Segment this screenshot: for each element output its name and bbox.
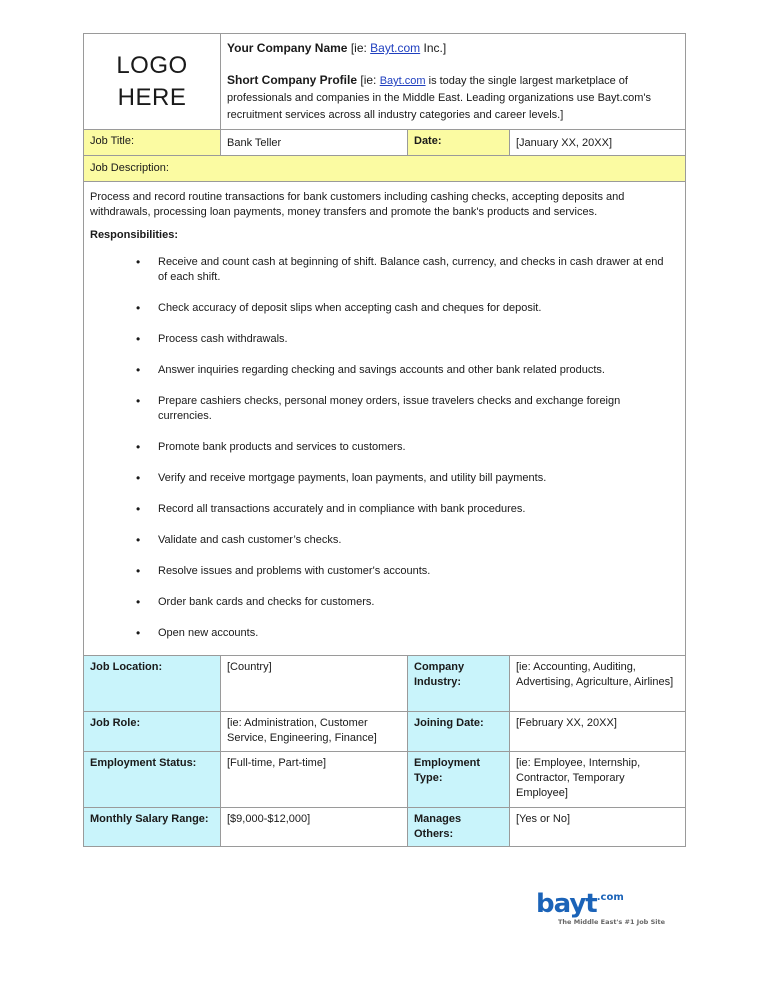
job-title-row bbox=[84, 130, 686, 156]
profile-prefix: [ie: bbox=[360, 73, 380, 87]
job-description-text: Process and record routine transactions for bank customers including cashing checks, accepting deposits and withdrawals, processing loan payments, money transfers and promote the bank's products and services. bbox=[90, 191, 625, 218]
profile-link[interactable]: Bayt.com bbox=[379, 75, 426, 87]
responsibility-text: Open new accounts. bbox=[158, 627, 259, 639]
responsibility-item bbox=[136, 301, 679, 316]
job-role-value-cell bbox=[221, 712, 408, 752]
employment-type-label: Employment Type: bbox=[414, 757, 481, 784]
bayt-logo-tagline: The Middle East's #1 Job Site bbox=[558, 918, 666, 926]
employment-type-label-cell bbox=[408, 752, 510, 808]
salary-range-label-cell bbox=[84, 808, 221, 847]
responsibility-item bbox=[136, 471, 679, 486]
job-role-label: Job Role: bbox=[90, 717, 141, 729]
company-name-link[interactable]: Bayt.com bbox=[370, 41, 421, 55]
responsibility-item bbox=[136, 595, 679, 610]
details-row-1 bbox=[84, 656, 686, 712]
job-description-body-row bbox=[84, 182, 686, 656]
bullet-icon: • bbox=[136, 332, 141, 346]
bullet-icon: • bbox=[136, 471, 141, 485]
company-name-prefix: [ie: bbox=[350, 41, 371, 55]
job-title-value-cell bbox=[221, 130, 408, 156]
employment-status-label-cell bbox=[84, 752, 221, 808]
responsibility-item bbox=[136, 626, 679, 641]
company-industry-value-cell bbox=[510, 656, 686, 712]
responsibility-text: Answer inquiries regarding checking and savings accounts and other bank related products. bbox=[158, 364, 605, 376]
company-industry-label-cell bbox=[408, 656, 510, 712]
company-name-line bbox=[227, 40, 679, 56]
responsibility-item bbox=[136, 502, 679, 517]
responsibility-text: Record all transactions accurately and in compliance with bank procedures. bbox=[158, 503, 526, 515]
employment-type-value-cell bbox=[510, 752, 686, 808]
manages-others-label-cell bbox=[408, 808, 510, 847]
responsibility-text: Check accuracy of deposit slips when accepting cash and cheques for deposit. bbox=[158, 302, 542, 314]
responsibility-text: Validate and cash customer’s checks. bbox=[158, 534, 342, 546]
responsibility-text: Receive and count cash at beginning of shift. Balance cash, currency, and checks in cash drawer at end of each shift. bbox=[158, 256, 664, 283]
profile-paragraph bbox=[227, 72, 679, 123]
profile-text: is today the single largest marketplace of professionals and companies in the Middle East. Leading organizations use Bayt.com's recruitment services across all industry categories and career levels.] bbox=[227, 75, 652, 121]
bullet-icon: • bbox=[136, 595, 141, 609]
bayt-logo-word: bayt bbox=[536, 889, 597, 919]
employment-status-label: Employment Status: bbox=[90, 757, 197, 769]
company-name-label: Your Company Name bbox=[227, 41, 348, 55]
employment-type-value: [ie: Employee, Internship, Contractor, Temporary Employee] bbox=[516, 757, 641, 799]
bayt-logo-suffix: .com bbox=[596, 892, 624, 903]
responsibility-item bbox=[136, 363, 679, 378]
company-name-suffix: Inc.] bbox=[420, 41, 447, 55]
joining-date-value-cell bbox=[510, 712, 686, 752]
date-value-cell bbox=[510, 130, 686, 156]
logo-placeholder bbox=[84, 34, 221, 130]
company-industry-label: Company Industry: bbox=[414, 661, 465, 688]
responsibility-item bbox=[136, 394, 679, 424]
job-title-label: Job Title: bbox=[90, 135, 135, 147]
salary-range-label: Monthly Salary Range: bbox=[90, 813, 209, 825]
responsibility-item bbox=[136, 440, 679, 455]
date-value: [January XX, 20XX] bbox=[516, 137, 612, 149]
joining-date-label: Joining Date: bbox=[414, 717, 484, 729]
salary-range-value: [$9,000-$12,000] bbox=[227, 813, 311, 825]
details-row-2 bbox=[84, 712, 686, 752]
bayt-logo bbox=[536, 889, 676, 926]
profile-label: Short Company Profile bbox=[227, 73, 358, 87]
bullet-icon: • bbox=[136, 626, 141, 640]
manages-others-label: Manages Others: bbox=[414, 813, 462, 840]
job-description-body bbox=[84, 182, 686, 656]
joining-date-value: [February XX, 20XX] bbox=[516, 717, 617, 729]
job-description-label-cell bbox=[84, 156, 686, 182]
job-description-header-row bbox=[84, 156, 686, 182]
date-label: Date: bbox=[414, 135, 442, 147]
job-location-label-cell bbox=[84, 656, 221, 712]
job-location-label: Job Location: bbox=[90, 661, 163, 673]
salary-range-value-cell bbox=[221, 808, 408, 847]
form-table bbox=[83, 33, 686, 847]
responsibility-text: Prepare cashiers checks, personal money orders, issue travelers checks and exchange foreign currencies. bbox=[158, 395, 621, 422]
job-location-value-cell bbox=[221, 656, 408, 712]
company-profile bbox=[221, 34, 686, 130]
employment-status-value-cell bbox=[221, 752, 408, 808]
details-row-4 bbox=[84, 808, 686, 847]
manages-others-value: [Yes or No] bbox=[516, 813, 571, 825]
bullet-icon: • bbox=[136, 255, 141, 269]
job-role-label-cell bbox=[84, 712, 221, 752]
job-location-value: [Country] bbox=[227, 661, 272, 673]
header-row bbox=[84, 34, 686, 130]
responsibility-text: Promote bank products and services to customers. bbox=[158, 441, 406, 453]
logo-line-1: LOGO bbox=[116, 51, 188, 79]
employment-status-value: [Full-time, Part-time] bbox=[227, 757, 327, 769]
details-row-3 bbox=[84, 752, 686, 808]
job-description-label: Job Description: bbox=[90, 162, 169, 174]
bullet-icon: • bbox=[136, 564, 141, 578]
responsibility-item bbox=[136, 564, 679, 579]
bullet-icon: • bbox=[136, 440, 141, 454]
responsibility-item bbox=[136, 533, 679, 548]
company-industry-value: [ie: Accounting, Auditing, Advertising, Agriculture, Airlines] bbox=[516, 661, 674, 688]
bullet-icon: • bbox=[136, 533, 141, 547]
responsibility-item bbox=[136, 255, 679, 285]
responsibility-text: Resolve issues and problems with customer's accounts. bbox=[158, 565, 431, 577]
bullet-icon: • bbox=[136, 502, 141, 516]
responsibility-text: Process cash withdrawals. bbox=[158, 333, 288, 345]
logo-line-2: HERE bbox=[117, 83, 187, 111]
responsibility-item bbox=[136, 332, 679, 347]
job-title-value: Bank Teller bbox=[227, 137, 282, 149]
date-label-cell bbox=[408, 130, 510, 156]
responsibilities-heading: Responsibilities: bbox=[90, 229, 179, 241]
job-role-value: [ie: Administration, Customer Service, Engineering, Finance] bbox=[227, 717, 377, 744]
responsibility-text: Order bank cards and checks for customers. bbox=[158, 596, 375, 608]
responsibility-text: Verify and receive mortgage payments, loan payments, and utility bill payments. bbox=[158, 472, 547, 484]
bullet-icon: • bbox=[136, 363, 141, 377]
job-title-label-cell bbox=[84, 130, 221, 156]
job-description-form bbox=[83, 33, 685, 847]
bullet-icon: • bbox=[136, 301, 141, 315]
joining-date-label-cell bbox=[408, 712, 510, 752]
responsibilities-list bbox=[90, 255, 679, 641]
manages-others-value-cell bbox=[510, 808, 686, 847]
bullet-icon: • bbox=[136, 394, 141, 408]
